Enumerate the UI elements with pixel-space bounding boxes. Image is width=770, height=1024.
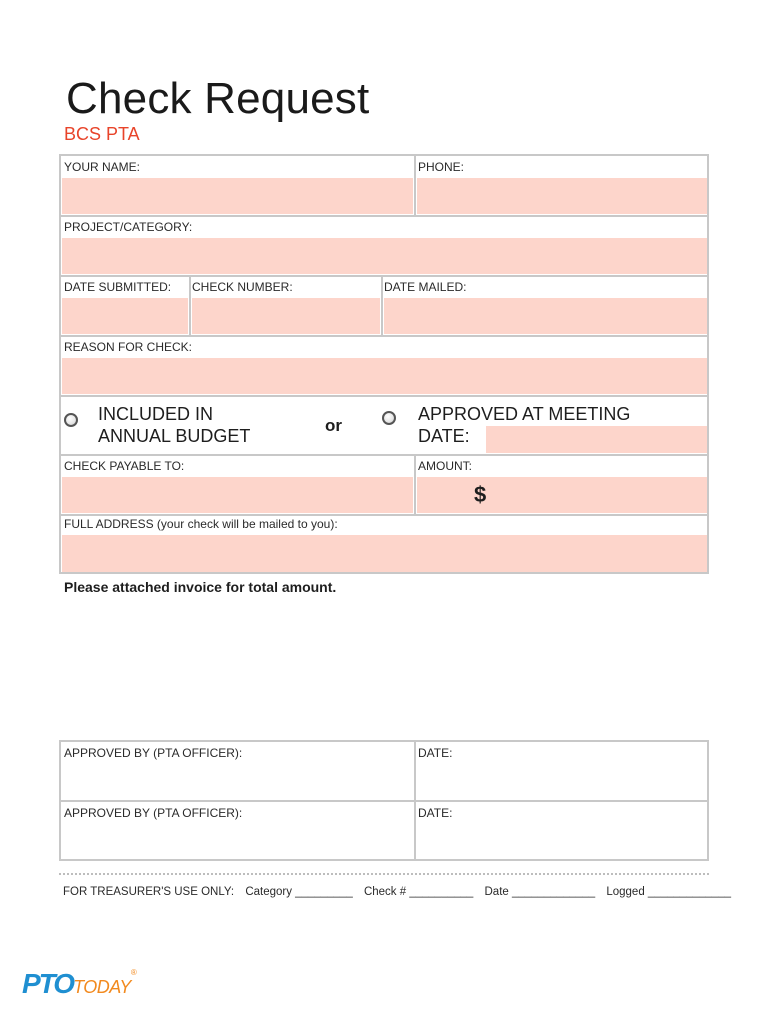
logo-pto: PTO: [22, 968, 74, 999]
check-request-form: [59, 154, 709, 574]
treasurer-check: Check # __________: [363, 886, 474, 898]
check-payable-label: CHECK PAYABLE TO:: [64, 459, 185, 473]
treasurer-category: Category _________: [245, 886, 353, 898]
or-label: or: [325, 416, 342, 435]
phone-field[interactable]: [417, 178, 707, 214]
approval-date-label-2: DATE:: [418, 806, 453, 820]
reason-label: REASON FOR CHECK:: [64, 340, 193, 354]
divider: [61, 275, 707, 277]
dotted-separator: [59, 873, 709, 875]
treasurer-date: Date _____________: [484, 886, 596, 898]
invoice-note: Please attached invoice for total amount.: [64, 579, 337, 595]
approval-date-label-1: DATE:: [418, 746, 453, 760]
approval-section: [59, 740, 709, 861]
treasurer-logged: Logged _____________: [606, 886, 732, 898]
treasurer-label: FOR TREASURER'S USE ONLY:: [63, 886, 235, 898]
your-name-label: YOUR NAME:: [64, 160, 141, 174]
included-in-budget-label: [98, 403, 250, 447]
approved-at-meeting-line2: DATE:: [418, 426, 470, 446]
page-title: Check Request: [66, 74, 370, 123]
approved-by-label-2: APPROVED BY (PTA OFFICER):: [64, 806, 243, 820]
project-category-label: PROJECT/CATEGORY:: [64, 220, 193, 234]
included-in-budget-line2: ANNUAL BUDGET: [98, 426, 251, 446]
phone-label: PHONE:: [418, 160, 465, 174]
approval-date-field-1[interactable]: [417, 762, 707, 800]
divider: [61, 395, 707, 397]
divider: [61, 800, 707, 802]
your-name-field[interactable]: [62, 178, 413, 214]
logo-today: TODAY: [73, 977, 131, 997]
dollar-sign: $: [474, 482, 487, 507]
date-submitted-label: DATE SUBMITTED:: [64, 280, 172, 294]
full-address-field[interactable]: [62, 535, 707, 572]
approval-date-field-2[interactable]: [417, 822, 707, 858]
treasurer-use-line: [63, 886, 739, 898]
approved-by-field-1[interactable]: [62, 762, 413, 800]
check-number-field[interactable]: [192, 298, 380, 334]
date-mailed-label: DATE MAILED:: [384, 280, 467, 294]
amount-label: AMOUNT:: [418, 459, 472, 473]
included-in-budget-radio[interactable]: [64, 413, 78, 427]
approved-by-field-2[interactable]: [62, 822, 413, 858]
project-category-field[interactable]: [62, 238, 707, 274]
amount-field[interactable]: [417, 477, 707, 513]
full-address-label: FULL ADDRESS (your check will be mailed to you):: [64, 517, 338, 531]
check-number-label: CHECK NUMBER:: [192, 280, 293, 294]
approved-by-label-1: APPROVED BY (PTA OFFICER):: [64, 746, 243, 760]
divider: [189, 276, 191, 336]
divider: [414, 156, 416, 216]
check-payable-field[interactable]: [62, 477, 413, 513]
divider: [61, 215, 707, 217]
divider: [61, 454, 707, 456]
date-mailed-field[interactable]: [384, 298, 707, 334]
divider: [381, 276, 383, 336]
included-in-budget-line1: INCLUDED IN: [98, 404, 214, 424]
divider: [61, 514, 707, 516]
approved-at-meeting-radio[interactable]: [382, 411, 396, 425]
approved-at-meeting-line1: APPROVED AT MEETING: [418, 404, 631, 424]
date-submitted-field[interactable]: [62, 298, 188, 334]
logo-trademark: ®: [130, 968, 137, 977]
pto-today-logo: [22, 968, 137, 1000]
meeting-date-field[interactable]: [486, 426, 707, 453]
divider: [414, 455, 416, 515]
reason-field[interactable]: [62, 358, 707, 394]
divider: [61, 335, 707, 337]
organization-name: BCS PTA: [64, 124, 140, 144]
